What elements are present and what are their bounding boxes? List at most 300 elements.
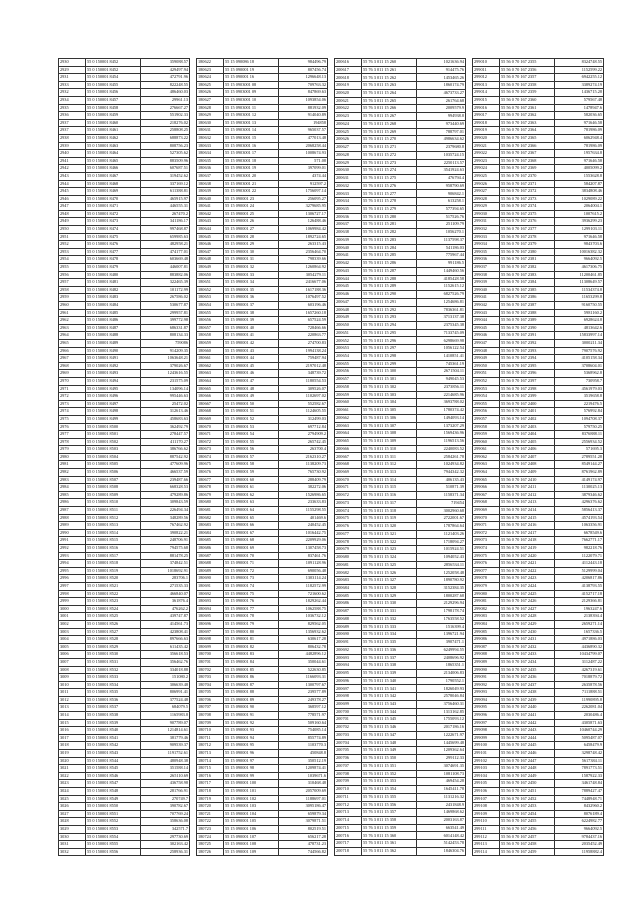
amount-cell: 510871.39 bbox=[417, 484, 466, 492]
record-id-cell: 2978 bbox=[59, 438, 86, 446]
amount-cell: 3079871.51 bbox=[279, 818, 328, 826]
table-row bbox=[473, 818, 604, 826]
record-id-cell: 200674 bbox=[335, 507, 362, 515]
amount-cell: 299112.33 bbox=[417, 755, 466, 763]
account-code-cell: 55 56 0 70 167 2400 bbox=[500, 400, 555, 408]
amount-cell: 15833997.14 bbox=[555, 332, 604, 340]
record-id-cell: 299061 bbox=[473, 446, 500, 454]
amount-cell: 361876.4 bbox=[141, 598, 190, 606]
account-code-cell: 55 56 0 70 167 2444 bbox=[500, 734, 555, 742]
record-id-cell: 200656 bbox=[335, 368, 362, 376]
record-id-cell: 180691 bbox=[197, 582, 224, 590]
table-row bbox=[335, 414, 466, 422]
account-code-cell: 55 76 3 011 15 318 bbox=[362, 507, 417, 515]
data-table-column-3 bbox=[334, 58, 466, 856]
table-row bbox=[197, 658, 328, 666]
amount-cell: 686331.87 bbox=[141, 324, 190, 332]
account-code-cell: 55 56 0 70 167 2415 bbox=[500, 514, 555, 522]
table-row bbox=[197, 628, 328, 636]
record-id-cell: 2951 bbox=[59, 233, 86, 241]
amount-cell: 239577.89 bbox=[279, 689, 328, 697]
record-id-cell: 3005 bbox=[59, 643, 86, 651]
table-row bbox=[197, 438, 328, 446]
table-row bbox=[197, 81, 328, 89]
table-row bbox=[335, 74, 466, 82]
table-row bbox=[473, 628, 604, 636]
table-row bbox=[473, 575, 604, 583]
amount-cell: 11990895.8 bbox=[555, 696, 604, 704]
table-row bbox=[473, 833, 604, 841]
table-row bbox=[335, 298, 466, 306]
record-id-cell: 2983 bbox=[59, 476, 86, 484]
amount-cell: 2068258.44 bbox=[279, 142, 328, 150]
table-row bbox=[335, 693, 466, 701]
account-code-cell: 55 76 3 011 15 312 bbox=[362, 461, 417, 469]
table-row bbox=[59, 233, 190, 241]
account-code-cell: 55 0 150001 8452 bbox=[86, 66, 141, 74]
account-code-cell: 55 15 0903001 15 bbox=[224, 134, 279, 142]
account-code-cell: 55 76 3 011 15 317 bbox=[362, 499, 417, 507]
table-row bbox=[473, 370, 604, 378]
record-id-cell: 200690 bbox=[335, 631, 362, 639]
table-row bbox=[59, 438, 190, 446]
record-id-cell: 180670 bbox=[197, 423, 224, 431]
record-id-cell: 299089 bbox=[473, 658, 500, 666]
amount-cell: 306639.48 bbox=[141, 681, 190, 689]
account-code-cell: 55 76 3 011 15 267 bbox=[362, 113, 417, 121]
table-row bbox=[59, 620, 190, 628]
table-row bbox=[473, 302, 604, 310]
table-row bbox=[335, 608, 466, 616]
amount-cell: 3708604.01 bbox=[555, 362, 604, 370]
table-row bbox=[473, 605, 604, 613]
table-row bbox=[473, 264, 604, 272]
amount-cell: 472791.96 bbox=[141, 74, 190, 82]
account-code-cell: 55 76 3 011 15 360 bbox=[362, 832, 417, 840]
table-row bbox=[197, 385, 328, 393]
amount-cell: 1296648.13 bbox=[279, 74, 328, 82]
record-id-cell: 180686 bbox=[197, 545, 224, 553]
table-row bbox=[473, 453, 604, 461]
account-code-cell: 55 0 150001 8514 bbox=[86, 529, 141, 537]
record-id-cell: 200635 bbox=[335, 205, 362, 213]
table-row bbox=[197, 833, 328, 841]
record-id-cell: 299108 bbox=[473, 803, 500, 811]
record-id-cell: 200626 bbox=[335, 136, 362, 144]
amount-cell: 6942255.12 bbox=[555, 74, 604, 82]
record-id-cell: 299043 bbox=[473, 309, 500, 317]
amount-cell: 2635878.56 bbox=[555, 681, 604, 689]
table-row bbox=[59, 803, 190, 811]
table-row bbox=[335, 577, 466, 585]
amount-cell: 1094708.37 bbox=[555, 415, 604, 423]
account-code-cell: 55 56 0 70 167 2445 bbox=[500, 742, 555, 750]
amount-cell: 8761962.89 bbox=[555, 469, 604, 477]
account-code-cell: 55 76 3 011 15 276 bbox=[362, 182, 417, 190]
amount-cell: 3461748.84 bbox=[555, 780, 604, 788]
record-id-cell: 2964 bbox=[59, 332, 86, 340]
record-id-cell: 2940 bbox=[59, 150, 86, 158]
table-row bbox=[197, 788, 328, 796]
table-row bbox=[59, 469, 190, 477]
amount-cell: 436758.98 bbox=[141, 780, 190, 788]
account-code-cell: 55 76 3 011 15 265 bbox=[362, 97, 417, 105]
table-row bbox=[197, 294, 328, 302]
amount-cell: 7662771.17 bbox=[555, 537, 604, 545]
record-id-cell: 180623 bbox=[197, 66, 224, 74]
table-row bbox=[335, 816, 466, 824]
account-code-cell: 55 76 3 011 15 331 bbox=[362, 608, 417, 616]
table-row bbox=[197, 689, 328, 697]
record-id-cell: 200692 bbox=[335, 646, 362, 654]
amount-cell: 3054279.11 bbox=[279, 271, 328, 279]
account-code-cell: 55 76 3 011 15 279 bbox=[362, 205, 417, 213]
amount-cell: 1396721.94 bbox=[417, 631, 466, 639]
record-id-cell: 2968 bbox=[59, 362, 86, 370]
amount-cell: 458683.63 bbox=[141, 415, 190, 423]
table-row bbox=[197, 696, 328, 704]
table-row bbox=[59, 377, 190, 385]
record-id-cell: 299037 bbox=[473, 264, 500, 272]
record-id-cell: 299047 bbox=[473, 339, 500, 347]
account-code-cell: 55 56 0 70 167 2452 bbox=[500, 795, 555, 803]
amount-cell: 881932.09 bbox=[279, 104, 328, 112]
amount-cell: 806991.41 bbox=[141, 689, 190, 697]
record-id-cell: 2944 bbox=[59, 180, 86, 188]
table-row bbox=[59, 294, 190, 302]
record-id-cell: 180669 bbox=[197, 415, 224, 423]
record-id-cell: 299042 bbox=[473, 302, 500, 310]
table-row bbox=[473, 96, 604, 104]
account-code-cell: 55 56 0 70 167 2373 bbox=[500, 195, 555, 203]
amount-cell: 7018879.72 bbox=[555, 674, 604, 682]
table-row bbox=[197, 810, 328, 818]
record-id-cell: 299044 bbox=[473, 317, 500, 325]
account-code-cell: 55 56 0 70 167 2455 bbox=[500, 818, 555, 826]
account-code-cell: 55 15 090001 105 bbox=[224, 818, 279, 826]
account-code-cell: 55 0 150001 8474 bbox=[86, 226, 141, 234]
table-row bbox=[335, 569, 466, 577]
record-id-cell: 200703 bbox=[335, 731, 362, 739]
record-id-cell: 180627 bbox=[197, 96, 224, 104]
amount-cell: 611388.81 bbox=[141, 188, 190, 196]
record-id-cell: 200705 bbox=[335, 747, 362, 755]
amount-cell: 11958882.4 bbox=[555, 848, 604, 856]
account-code-cell: 55 56 0 70 167 2380 bbox=[500, 248, 555, 256]
table-row bbox=[197, 499, 328, 507]
table-row bbox=[473, 567, 604, 575]
account-code-cell: 55 0 150001 8485 bbox=[86, 309, 141, 317]
record-id-cell: 180658 bbox=[197, 332, 224, 340]
record-id-cell: 180678 bbox=[197, 484, 224, 492]
table-row bbox=[59, 666, 190, 674]
record-id-cell: 180696 bbox=[197, 620, 224, 628]
account-code-cell: 55 56 0 70 167 2442 bbox=[500, 719, 555, 727]
table-row bbox=[59, 499, 190, 507]
account-code-cell: 55 15 090001 47 bbox=[224, 377, 279, 385]
record-id-cell: 299077 bbox=[473, 567, 500, 575]
account-code-cell: 55 15 090001 46 bbox=[224, 370, 279, 378]
amount-cell: 3693788.02 bbox=[417, 399, 466, 407]
amount-cell: 971646.58 bbox=[555, 233, 604, 241]
table-row bbox=[335, 615, 466, 623]
record-id-cell: 299031 bbox=[473, 218, 500, 226]
record-id-cell: 200667 bbox=[335, 453, 362, 461]
account-code-cell: 55 56 0 70 167 2427 bbox=[500, 605, 555, 613]
table-row bbox=[473, 841, 604, 849]
account-code-cell: 55 0 150001 8543 bbox=[86, 750, 141, 758]
record-id-cell: 299081 bbox=[473, 598, 500, 606]
amount-cell: 348739.72 bbox=[279, 370, 328, 378]
amount-cell: 477013.48 bbox=[279, 134, 328, 142]
record-id-cell: 2992 bbox=[59, 545, 86, 553]
record-id-cell: 200648 bbox=[335, 306, 362, 314]
table-row bbox=[335, 399, 466, 407]
amount-cell: 7907576.92 bbox=[555, 347, 604, 355]
amount-cell: 3074691.35 bbox=[417, 762, 466, 770]
record-id-cell: 299057 bbox=[473, 415, 500, 423]
amount-cell: 1252058.48 bbox=[417, 569, 466, 577]
table-row bbox=[335, 445, 466, 453]
record-id-cell: 2937 bbox=[59, 119, 86, 127]
record-id-cell: 2955 bbox=[59, 264, 86, 272]
account-code-cell: 55 56 0 70 167 2383 bbox=[500, 271, 555, 279]
account-code-cell: 55 15 090001 35 bbox=[224, 286, 279, 294]
amount-cell: 1645411.78 bbox=[417, 786, 466, 794]
table-row bbox=[59, 734, 190, 742]
amount-cell: 552582.67 bbox=[279, 400, 328, 408]
table-row bbox=[473, 582, 604, 590]
account-code-cell: 55 15 090001 55 bbox=[224, 438, 279, 446]
amount-cell: 1307458.73 bbox=[279, 545, 328, 553]
amount-cell: 4813642.6 bbox=[555, 324, 604, 332]
record-id-cell: 200619 bbox=[335, 82, 362, 90]
table-row bbox=[197, 613, 328, 621]
account-code-cell: 55 0 150001 8502 bbox=[86, 438, 141, 446]
amount-cell: 309526.07 bbox=[279, 385, 328, 393]
account-code-cell: 55 56 0 70 167 2439 bbox=[500, 696, 555, 704]
table-row bbox=[197, 150, 328, 158]
record-id-cell: 3007 bbox=[59, 658, 86, 666]
account-code-cell: 55 76 3 011 15 320 bbox=[362, 523, 417, 531]
record-id-cell: 180628 bbox=[197, 104, 224, 112]
table-row bbox=[197, 704, 328, 712]
account-code-cell: 55 15 090001 33 bbox=[224, 271, 279, 279]
account-code-cell: 55 76 3 011 15 337 bbox=[362, 654, 417, 662]
record-id-cell: 2933 bbox=[59, 81, 86, 89]
amount-cell: 1306727.17 bbox=[279, 210, 328, 218]
table-row bbox=[335, 368, 466, 376]
amount-cell: 1036732.12 bbox=[279, 613, 328, 621]
record-id-cell: 2957 bbox=[59, 279, 86, 287]
table-row bbox=[473, 491, 604, 499]
amount-cell: 9160750.55 bbox=[555, 302, 604, 310]
amount-cell: 288409.79 bbox=[279, 476, 328, 484]
table-row bbox=[473, 347, 604, 355]
table-row bbox=[59, 848, 190, 856]
table-row bbox=[197, 780, 328, 788]
record-id-cell: 3027 bbox=[59, 810, 86, 818]
amount-cell: 767462.92 bbox=[141, 522, 190, 530]
amount-cell: 1122079.71 bbox=[555, 552, 604, 560]
account-code-cell: 55 15 090001 28 bbox=[224, 233, 279, 241]
table-row bbox=[473, 180, 604, 188]
amount-cell: 10460744.29 bbox=[555, 727, 604, 735]
account-code-cell: 55 56 0 70 167 2372 bbox=[500, 188, 555, 196]
record-id-cell: 2981 bbox=[59, 461, 86, 469]
record-id-cell: 2932 bbox=[59, 89, 86, 97]
amount-cell: 1410851.41 bbox=[417, 352, 466, 360]
account-code-cell: 55 76 3 011 15 292 bbox=[362, 306, 417, 314]
table-row bbox=[197, 681, 328, 689]
table-row bbox=[335, 739, 466, 747]
record-id-cell: 299030 bbox=[473, 210, 500, 218]
table-row bbox=[335, 430, 466, 438]
record-id-cell: 3003 bbox=[59, 628, 86, 636]
record-id-cell: 180659 bbox=[197, 339, 224, 347]
table-row bbox=[335, 383, 466, 391]
table-row bbox=[197, 408, 328, 416]
record-id-cell: 3004 bbox=[59, 636, 86, 644]
table-row bbox=[335, 700, 466, 708]
amount-cell: 2250113.57 bbox=[417, 159, 466, 167]
record-id-cell: 3023 bbox=[59, 780, 86, 788]
table-row bbox=[197, 453, 328, 461]
amount-cell: 1587922.33 bbox=[555, 772, 604, 780]
amount-cell: 1137598.37 bbox=[417, 236, 466, 244]
amount-cell: 4574193.54 bbox=[555, 514, 604, 522]
table-row bbox=[59, 119, 190, 127]
account-code-cell: 55 15 0903001 22 bbox=[224, 188, 279, 196]
table-row bbox=[335, 159, 466, 167]
record-id-cell: 299112 bbox=[473, 833, 500, 841]
amount-cell: 8324748.55 bbox=[555, 59, 604, 67]
amount-cell: 265110.69 bbox=[141, 772, 190, 780]
table-row bbox=[335, 267, 466, 275]
account-code-cell: 55 0 150001 8484 bbox=[86, 302, 141, 310]
account-code-cell: 55 15 090001 58 bbox=[224, 461, 279, 469]
table-row bbox=[59, 552, 190, 560]
amount-cell: 2722001.67 bbox=[417, 515, 466, 523]
table-row bbox=[335, 461, 466, 469]
amount-cell: 2556934.52 bbox=[555, 438, 604, 446]
amount-cell: 258808.25 bbox=[141, 127, 190, 135]
record-id-cell: 200714 bbox=[335, 816, 362, 824]
table-row bbox=[197, 332, 328, 340]
table-row bbox=[335, 476, 466, 484]
record-id-cell: 299079 bbox=[473, 582, 500, 590]
table-row bbox=[59, 226, 190, 234]
amount-cell: 914475.76 bbox=[417, 66, 466, 74]
record-id-cell: 299076 bbox=[473, 560, 500, 568]
table-row bbox=[335, 422, 466, 430]
account-code-cell: 55 76 3 011 15 327 bbox=[362, 577, 417, 585]
table-row bbox=[197, 742, 328, 750]
amount-cell: 2375345.38 bbox=[417, 321, 466, 329]
account-code-cell: 55 0 150001 8545 bbox=[86, 765, 141, 773]
account-code-cell: 55 56 0 70 167 2440 bbox=[500, 704, 555, 712]
account-code-cell: 55 0 150001 8551 bbox=[86, 810, 141, 818]
table-row bbox=[335, 809, 466, 817]
amount-cell: 479289.86 bbox=[141, 491, 190, 499]
amount-cell: 1035724.15 bbox=[417, 151, 466, 159]
account-code-cell: 55 56 0 70 167 2457 bbox=[500, 833, 555, 841]
account-code-cell: 55 0 150001 8469 bbox=[86, 188, 141, 196]
record-id-cell: 180631 bbox=[197, 127, 224, 135]
record-id-cell: 2991 bbox=[59, 537, 86, 545]
record-id-cell: 3006 bbox=[59, 651, 86, 659]
amount-cell: 401469.6 bbox=[279, 514, 328, 522]
amount-cell: 6458479.9 bbox=[555, 742, 604, 750]
record-id-cell: 2961 bbox=[59, 309, 86, 317]
table-row bbox=[59, 636, 190, 644]
table-row bbox=[473, 195, 604, 203]
amount-cell: 1131216.32 bbox=[417, 793, 466, 801]
record-id-cell: 200644 bbox=[335, 275, 362, 283]
table-row bbox=[59, 385, 190, 393]
account-code-cell: 55 76 3 011 15 297 bbox=[362, 345, 417, 353]
amount-cell: 240452.45 bbox=[279, 522, 328, 530]
amount-cell: 477609.96 bbox=[141, 461, 190, 469]
amount-cell: 728466.66 bbox=[279, 324, 328, 332]
amount-cell: 551902.33 bbox=[141, 112, 190, 120]
record-id-cell: 3020 bbox=[59, 757, 86, 765]
account-code-cell: 55 76 3 011 15 336 bbox=[362, 646, 417, 654]
account-code-cell: 55 76 3 011 15 266 bbox=[362, 105, 417, 113]
account-code-cell: 55 76 3 011 15 347 bbox=[362, 731, 417, 739]
record-id-cell: 3032 bbox=[59, 848, 86, 856]
record-id-cell: 180706 bbox=[197, 696, 224, 704]
account-code-cell: 55 15 0903001 08 bbox=[224, 81, 279, 89]
record-id-cell: 200637 bbox=[335, 221, 362, 229]
record-id-cell: 299072 bbox=[473, 529, 500, 537]
record-id-cell: 3029 bbox=[59, 825, 86, 833]
account-code-cell: 55 0 150001 8528 bbox=[86, 636, 141, 644]
table-row bbox=[59, 127, 190, 135]
account-code-cell: 55 76 3 011 15 322 bbox=[362, 538, 417, 546]
table-row bbox=[473, 362, 604, 370]
table-row bbox=[335, 244, 466, 252]
account-code-cell: 55 15 090001 93 bbox=[224, 727, 279, 735]
amount-cell: 267470.2 bbox=[141, 210, 190, 218]
account-code-cell: 55 0 150001 8544 bbox=[86, 757, 141, 765]
amount-cell: 1994138.24 bbox=[279, 347, 328, 355]
account-code-cell: 55 76 3 011 15 270 bbox=[362, 136, 417, 144]
record-id-cell: 2970 bbox=[59, 377, 86, 385]
amount-cell: 359088.57 bbox=[141, 59, 190, 67]
amount-cell: 265742.45 bbox=[279, 438, 328, 446]
amount-cell: 429497.94 bbox=[141, 66, 190, 74]
account-code-cell: 55 15 0903001 20 bbox=[224, 172, 279, 180]
table-row bbox=[197, 651, 328, 659]
table-row bbox=[197, 757, 328, 765]
record-id-cell: 3019 bbox=[59, 750, 86, 758]
account-code-cell: 55 56 0 70 167 2411 bbox=[500, 484, 555, 492]
table-row bbox=[59, 74, 190, 82]
record-id-cell: 3021 bbox=[59, 765, 86, 773]
amount-cell: 2214685.96 bbox=[417, 391, 466, 399]
amount-cell: 1763558.52 bbox=[417, 615, 466, 623]
amount-cell: 837461.76 bbox=[279, 552, 328, 560]
record-id-cell: 299109 bbox=[473, 810, 500, 818]
amount-cell: 226494.34 bbox=[141, 507, 190, 515]
table-row bbox=[335, 291, 466, 299]
record-id-cell: 180692 bbox=[197, 590, 224, 598]
record-id-cell: 2967 bbox=[59, 355, 86, 363]
amount-cell: 2064004.1 bbox=[555, 203, 604, 211]
amount-cell: 334018.88 bbox=[141, 666, 190, 674]
amount-cell: 579567.48 bbox=[555, 96, 604, 104]
